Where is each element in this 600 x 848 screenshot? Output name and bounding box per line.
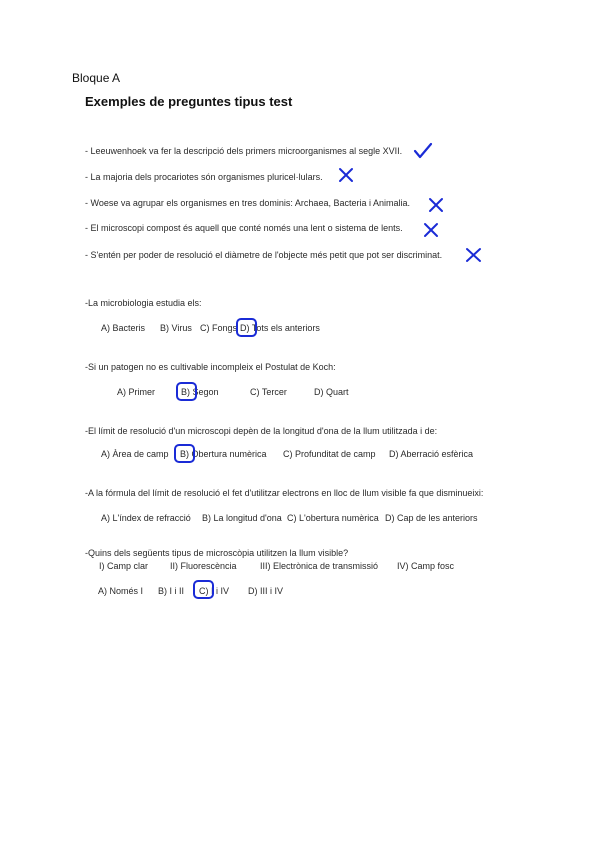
option-b: B) I i II — [158, 586, 185, 596]
option-b: B) Virus — [160, 323, 192, 333]
statement-3: - Woese va agrupar els organismes en tres dominis: Archaea, Bacteria i Animalia. — [85, 198, 410, 208]
statement-5: - S'entén per poder de resolució el diàmetre de l'objecte més petit que pot ser discriminat. — [85, 250, 443, 260]
check-mark-icon — [413, 142, 433, 159]
subitem-i: I) Camp clar — [99, 561, 149, 571]
statement-1: - Leeuwenhoek va fer la descripció dels primers microorganismes al segle XVII. — [85, 146, 403, 156]
option-a: A) L'índex de refracció — [101, 513, 191, 523]
cross-mark-icon — [428, 197, 444, 213]
subitem-ii: II) Fluorescència — [170, 561, 237, 571]
option-d: D) III i IV — [248, 586, 284, 596]
option-d: D) Aberració esfèrica — [389, 449, 474, 459]
option-d: D) Cap de les anteriors — [385, 513, 478, 523]
cross-mark-icon — [338, 167, 354, 183]
option-b: B) Segon — [181, 387, 219, 397]
option-b: B) Obertura numèrica — [180, 449, 267, 459]
selected-answer-circle — [193, 580, 214, 599]
subitem-iv: IV) Camp fosc — [397, 561, 455, 571]
selected-answer-circle — [174, 444, 195, 463]
option-c: C) Profunditat de camp — [283, 449, 376, 459]
option-d: D) Tots els anteriors — [240, 323, 320, 333]
option-c: C) Tercer — [250, 387, 287, 397]
option-a: A) Àrea de camp — [101, 449, 169, 459]
cross-mark-icon — [465, 247, 482, 263]
option-a: A) Primer — [117, 387, 155, 397]
question-4: -A la fórmula del límit de resolució el fet d'utilitzar electrons en lloc de llum visible fa que disminueixi: — [85, 488, 484, 498]
option-d: D) Quart — [314, 387, 349, 397]
question-3: -El límit de resolució d'un microscopi depèn de la longitud d'ona de la llum utilitzada i de: — [85, 426, 438, 436]
option-c: C) I i IV — [199, 586, 230, 596]
option-c: C) L'obertura numèrica — [287, 513, 379, 523]
option-b: B) La longitud d'ona — [202, 513, 282, 523]
option-c: C) Fongs — [200, 323, 238, 333]
statement-2: - La majoria dels procariotes són organismes pluricel·lulars. — [85, 172, 323, 182]
option-a: A) Només I — [98, 586, 144, 596]
selected-answer-circle — [236, 318, 257, 337]
page-title: Exemples de preguntes tipus test — [85, 94, 293, 109]
block-label: Bloque A — [72, 71, 121, 85]
selected-answer-circle — [176, 382, 197, 401]
option-a: A) Bacteris — [101, 323, 146, 333]
question-2: -Si un patogen no es cultivable incompleix el Postulat de Koch: — [85, 362, 336, 372]
question-5: -Quins dels següents tipus de microscòpia utilitzen la llum visible? — [85, 548, 349, 558]
cross-mark-icon — [423, 222, 439, 238]
question-1: -La microbiologia estudia els: — [85, 298, 202, 308]
statement-4: - El microscopi compost és aquell que conté només una lent o sistema de lents. — [85, 223, 403, 233]
subitem-iii: III) Electrònica de transmissió — [260, 561, 379, 571]
